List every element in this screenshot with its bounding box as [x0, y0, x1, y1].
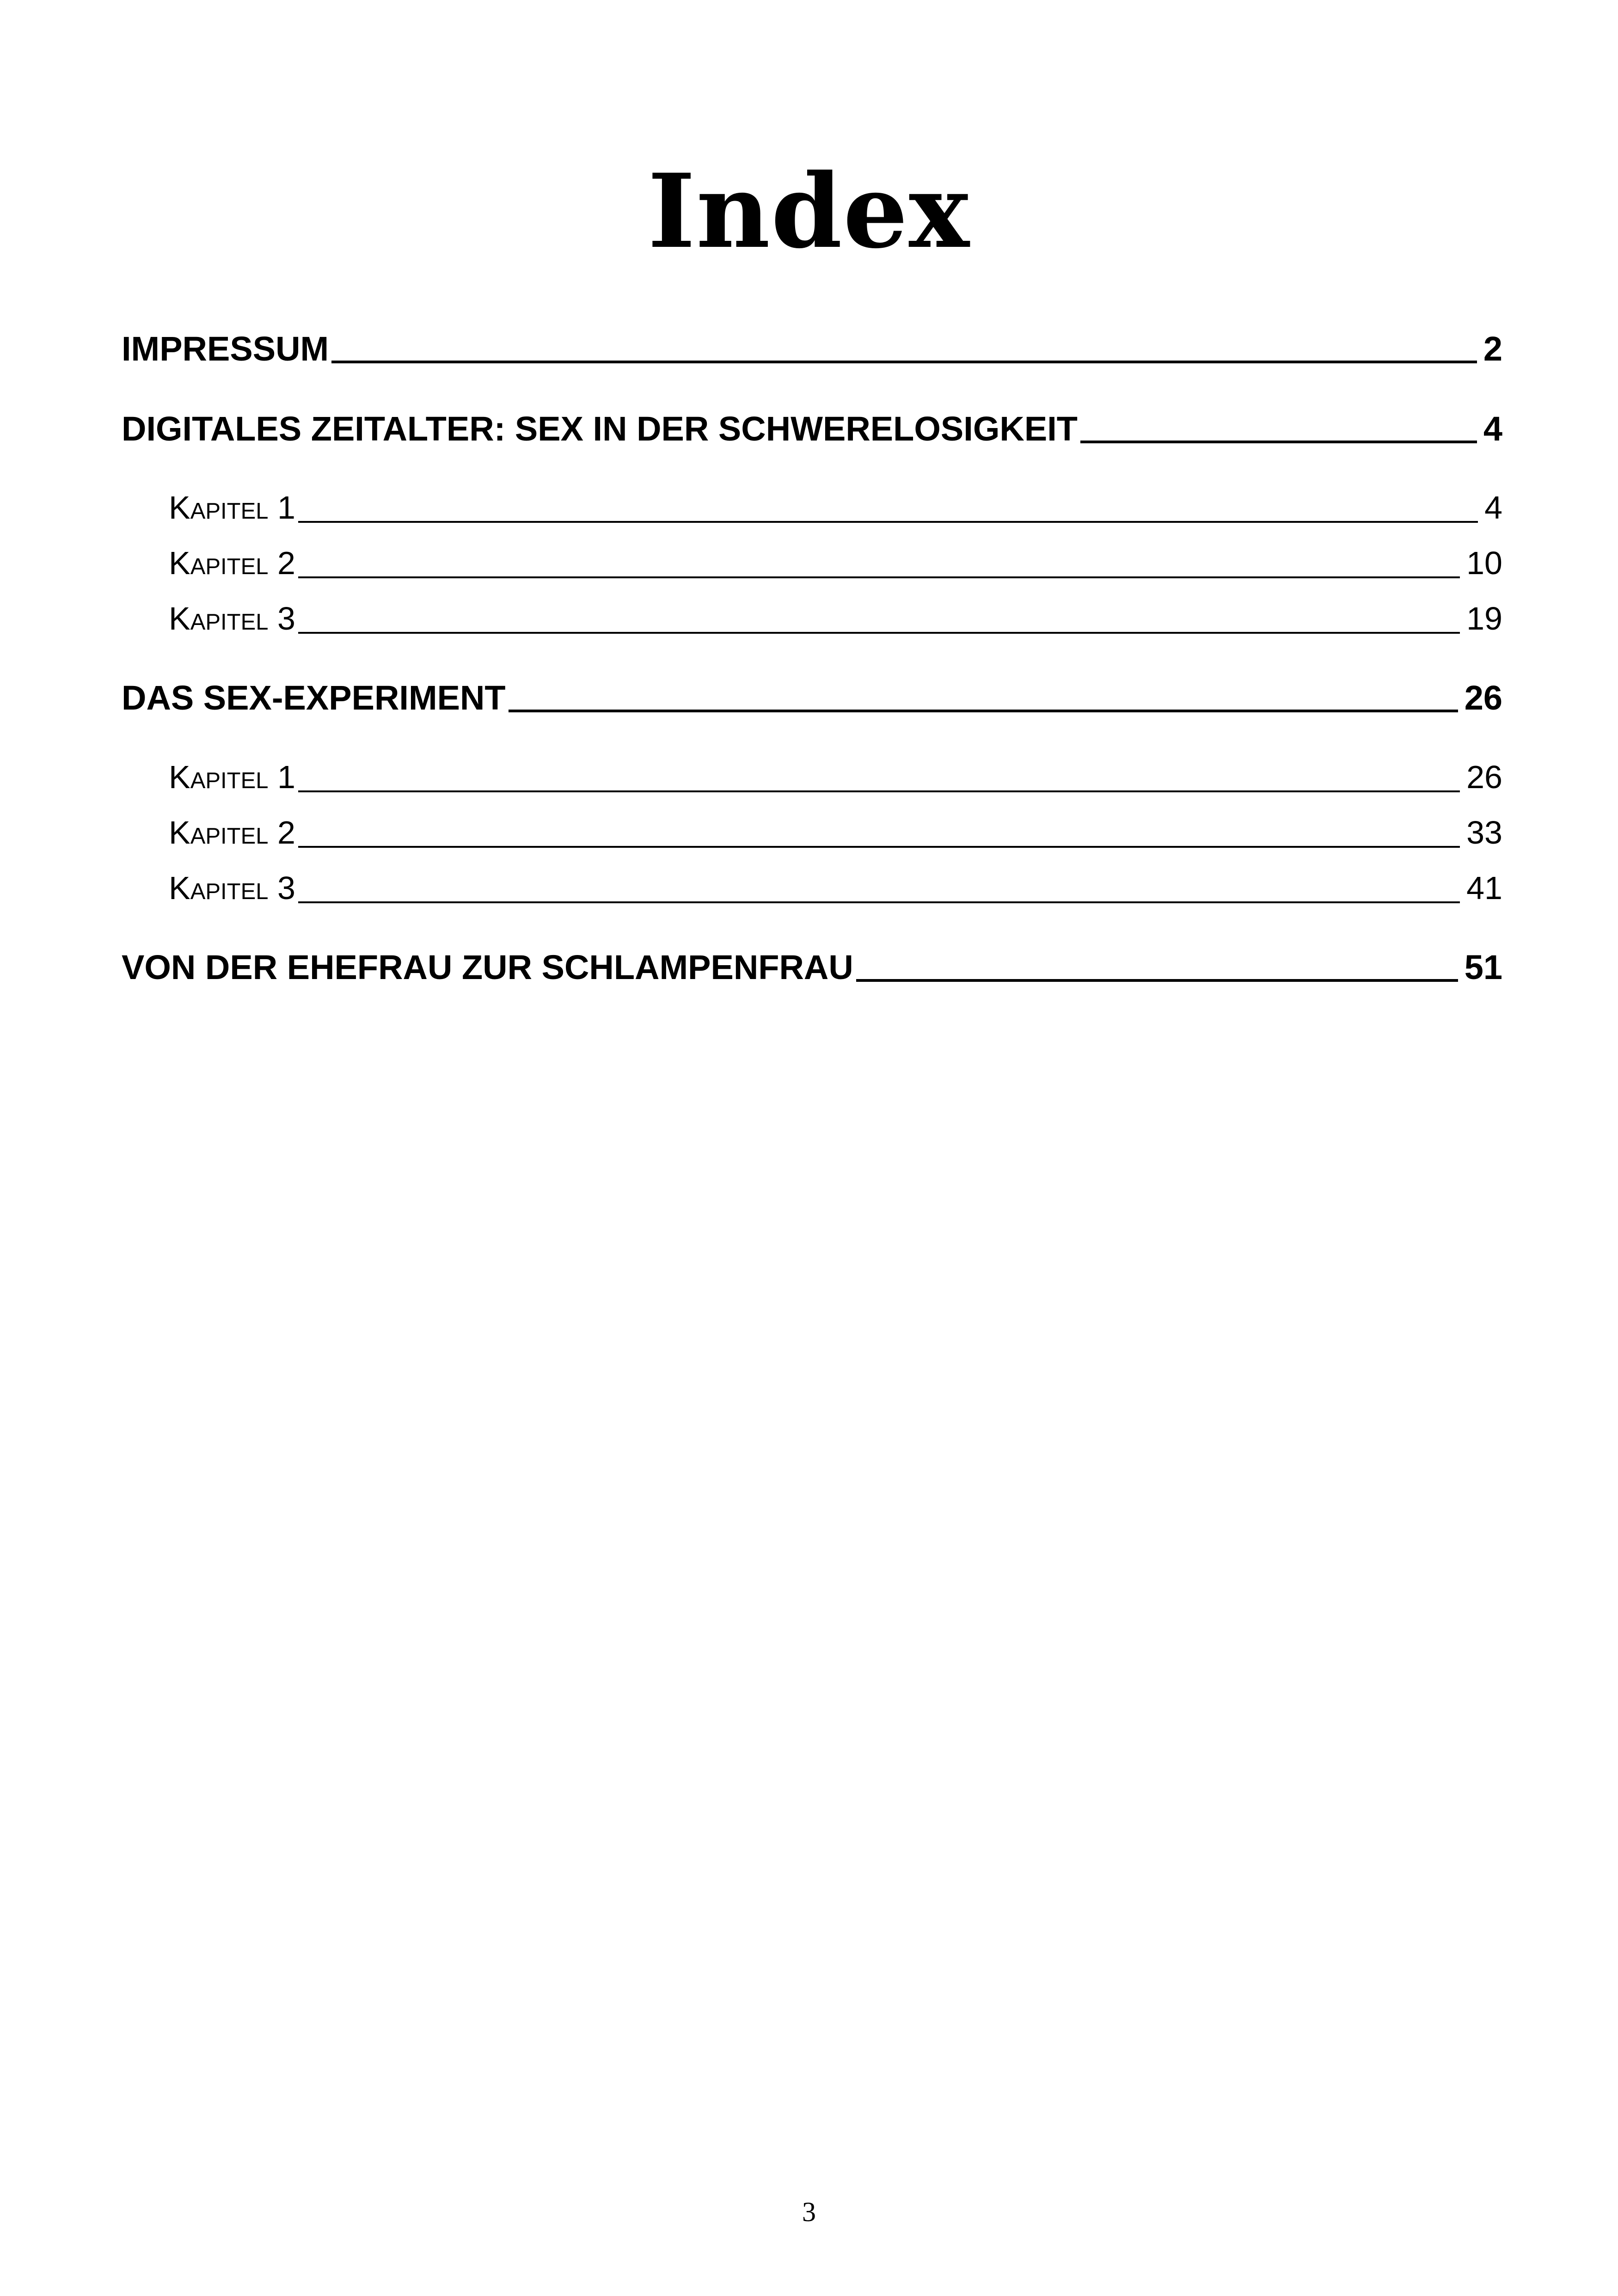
toc-leader-line — [856, 979, 1458, 982]
toc-entry-label: DAS SEX-EXPERIMENT — [122, 679, 506, 717]
toc-entry-page: 2 — [1483, 330, 1502, 368]
page-title: Index — [648, 151, 970, 271]
toc-entry-page: 41 — [1466, 870, 1502, 906]
toc-subentry-kapitel-2 — [169, 538, 1502, 588]
toc-entry-page: 33 — [1466, 814, 1502, 851]
toc-entry-page: 19 — [1466, 600, 1502, 637]
toc-subentry-kapitel-3 — [169, 593, 1502, 644]
toc-leader-line — [509, 710, 1458, 712]
toc-entry-page: 26 — [1464, 679, 1502, 717]
toc-leader-line — [331, 361, 1477, 363]
toc-leader-line — [298, 521, 1478, 523]
toc-subentry-kapitel-3 — [169, 863, 1502, 913]
toc-entry-digitales-zeitalter — [122, 404, 1502, 454]
toc-entry-page: 26 — [1466, 759, 1502, 795]
toc-leader-line — [298, 901, 1460, 903]
toc-leader-line — [298, 846, 1460, 848]
toc-entry-label: Kapitel 1 — [169, 490, 295, 526]
toc-subentry-kapitel-2 — [169, 807, 1502, 858]
toc-entry-impressum — [122, 324, 1502, 374]
toc-leader-line — [298, 632, 1460, 634]
toc-entry-page: 51 — [1464, 948, 1502, 986]
toc-entry-das-sex-experiment — [122, 673, 1502, 723]
toc-entry-page: 4 — [1483, 410, 1502, 448]
toc-entry-page: 10 — [1466, 545, 1502, 581]
toc-entry-label: Kapitel 1 — [169, 759, 295, 795]
toc-leader-line — [298, 790, 1460, 792]
toc-entry-label: Kapitel 3 — [169, 600, 295, 637]
toc-entry-page: 4 — [1484, 490, 1502, 526]
toc-subentry-kapitel-1 — [169, 482, 1502, 533]
page-number: 3 — [802, 2197, 816, 2227]
toc-entry-label: Kapitel 2 — [169, 814, 295, 851]
toc-entry-label: Kapitel 2 — [169, 545, 295, 581]
toc-leader-line — [298, 576, 1460, 578]
toc-entry-label: DIGITALES ZEITALTER: SEX IN DER SCHWERELOSIGKEIT — [122, 410, 1078, 448]
toc-entry-label: VON DER EHEFRAU ZUR SCHLAMPENFRAU — [122, 948, 853, 986]
toc-leader-line — [1080, 441, 1477, 443]
toc-entry-label: IMPRESSUM — [122, 330, 329, 368]
toc-subentry-kapitel-1 — [169, 752, 1502, 802]
toc-entry-von-der-ehefrau — [122, 942, 1502, 993]
toc-entry-label: Kapitel 3 — [169, 870, 295, 906]
